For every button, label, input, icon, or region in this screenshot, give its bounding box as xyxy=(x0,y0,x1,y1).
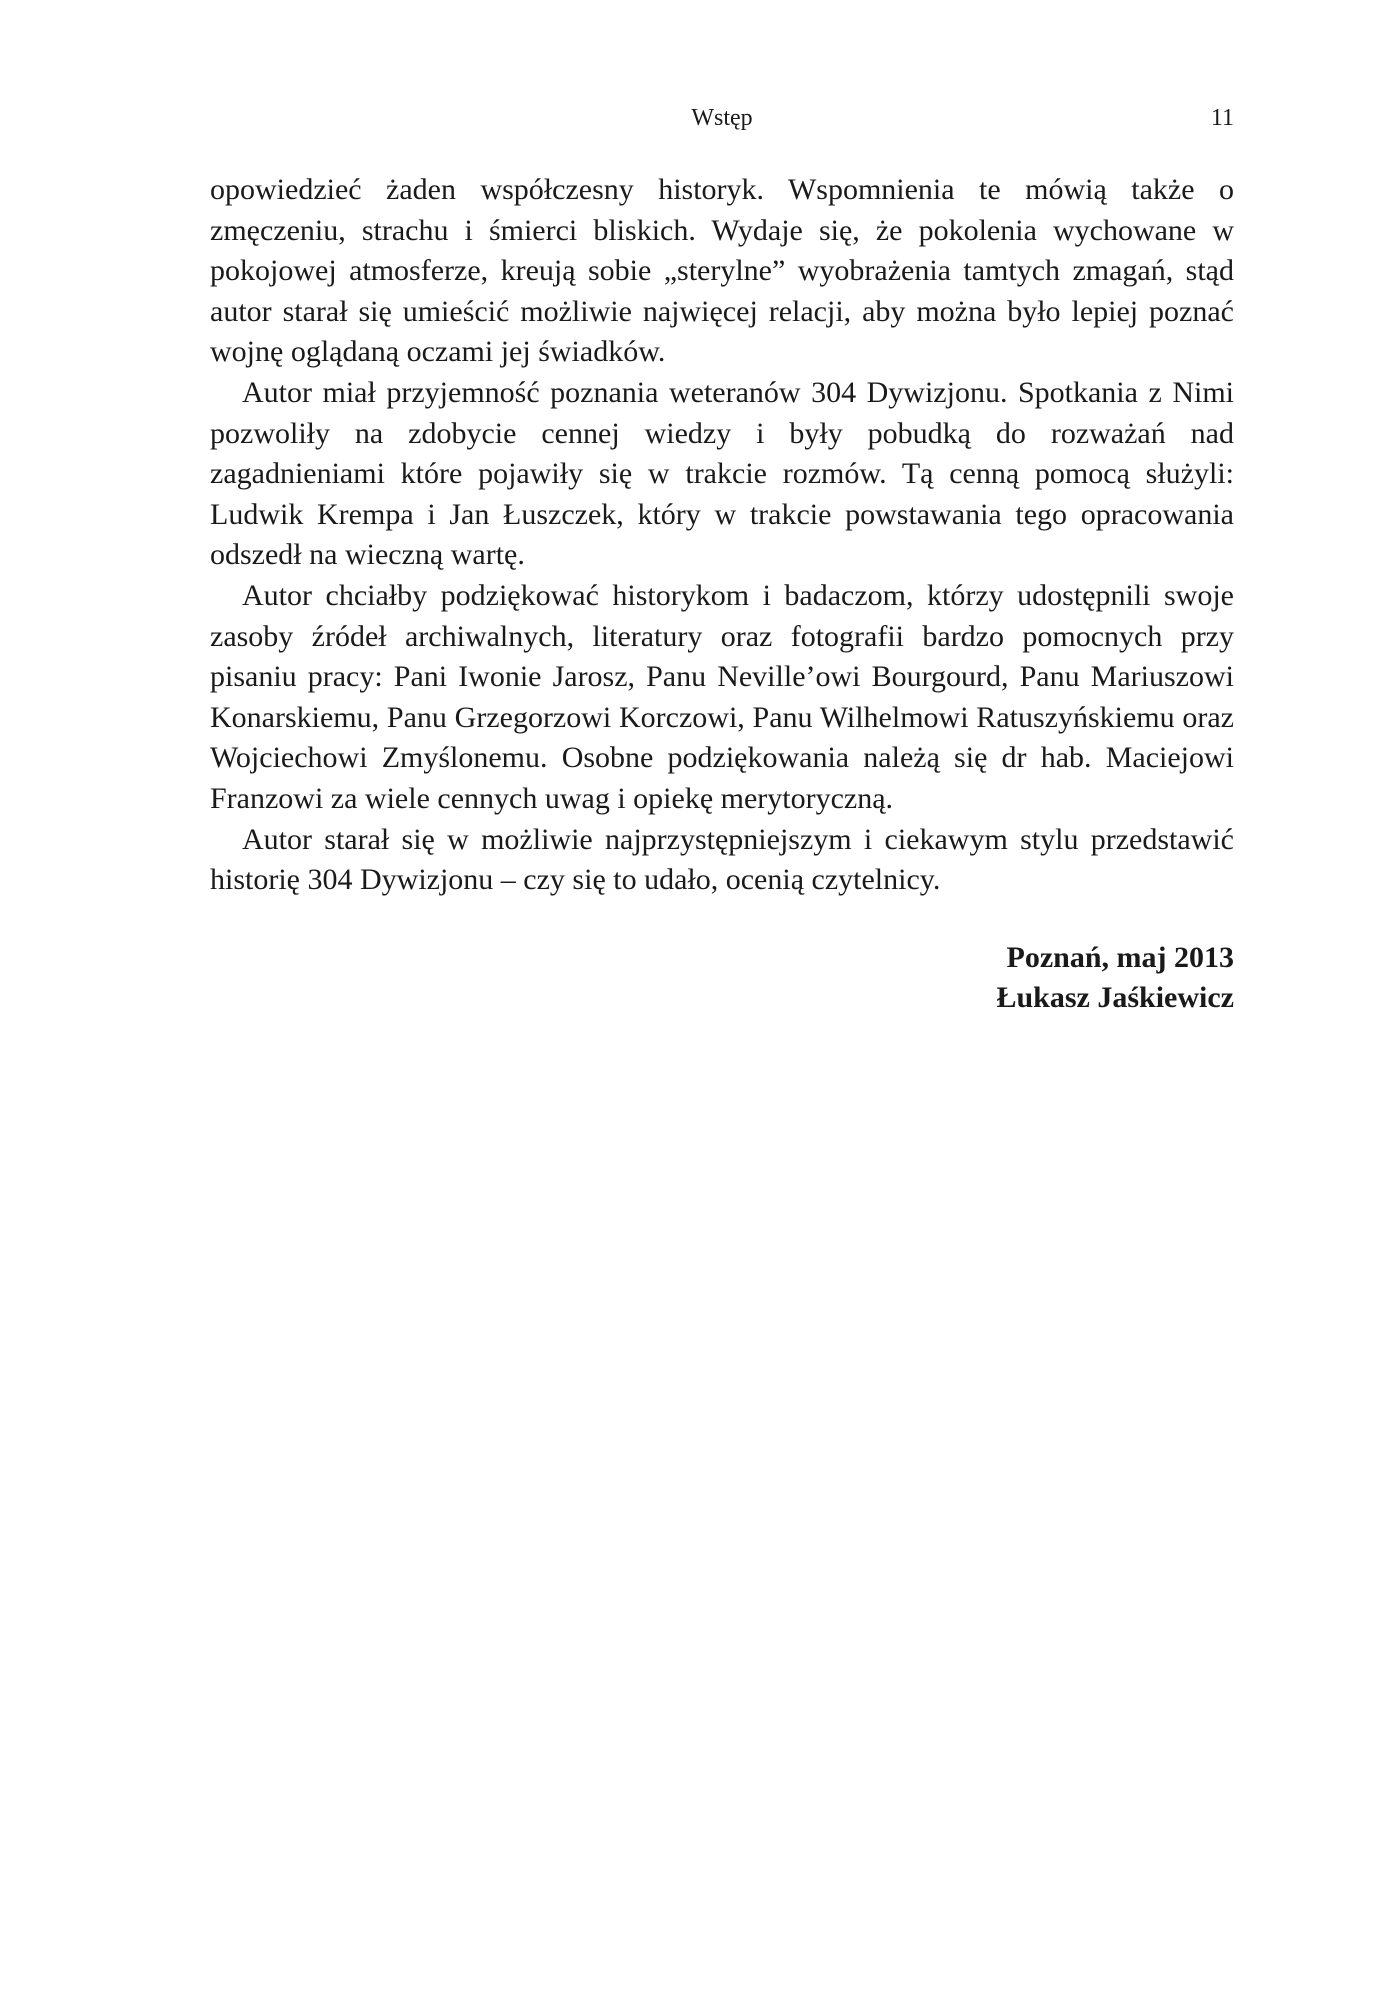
paragraph-veterans: Autor miał przyjemność poznania weteranów 304 Dywizjonu. Spotkania z Nimi pozwoliły na zdobycie cennej wiedzy i były pobudką do rozważań nad zagadnieniami które pojawiły się w trakcie rozmów. Tą cenną pomocą służyli: Ludwik Krempa i Jan Łuszczek, który w trakcie powstawania tego opracowania odszedł na wieczną wartę. xyxy=(210,375,1234,572)
page-number: 11 xyxy=(1210,105,1234,131)
signature-author: Łukasz Jaśkiewicz xyxy=(996,981,1234,1014)
running-head xyxy=(210,100,1234,136)
signature-block xyxy=(996,938,1234,1018)
paragraph-closing: Autor starał się w możliwie najprzystępniejszym i ciekawym stylu przedstawić historię 304 Dywizjonu – czy się to udało, ocenią czytelnicy. xyxy=(210,822,1234,897)
body-text xyxy=(210,170,1234,901)
signature-place-date: Poznań, maj 2013 xyxy=(1006,941,1234,974)
running-title: Wstęp xyxy=(691,105,753,131)
paragraph-continuation: opowiedzieć żaden współczesny historyk. Wspomnienia te mówią także o zmęczeniu, strachu i śmierci bliskich. Wydaje się, że pokolenia wychowane w pokojowej atmosferze, kreują sobie „sterylne” wyobrażenia tamtych zmagań, stąd autor starał się umieścić możliwie najwięcej relacji, aby można było lepiej poznać wojnę oglądaną oczami jej świadków. xyxy=(210,173,1234,369)
paragraph-acknowledgements: Autor chciałby podziękować historykom i badaczom, którzy udostępnili swoje zasoby źródeł archiwalnych, literatury oraz fotografii bardzo pomocnych przy pisaniu pracy: Pani Iwonie Jarosz, Panu Neville’owi Bourgourd, Panu Mariuszowi Konarskiemu, Panu Grzegorzowi Korczowi, Panu Wilhelmowi Ratuszyńskiemu oraz Wojciechowi Zmyślonemu. Osobne podziękowania należą się dr hab. Maciejowi Franzowi za wiele cennych uwag i opiekę merytoryczną. xyxy=(210,578,1234,815)
